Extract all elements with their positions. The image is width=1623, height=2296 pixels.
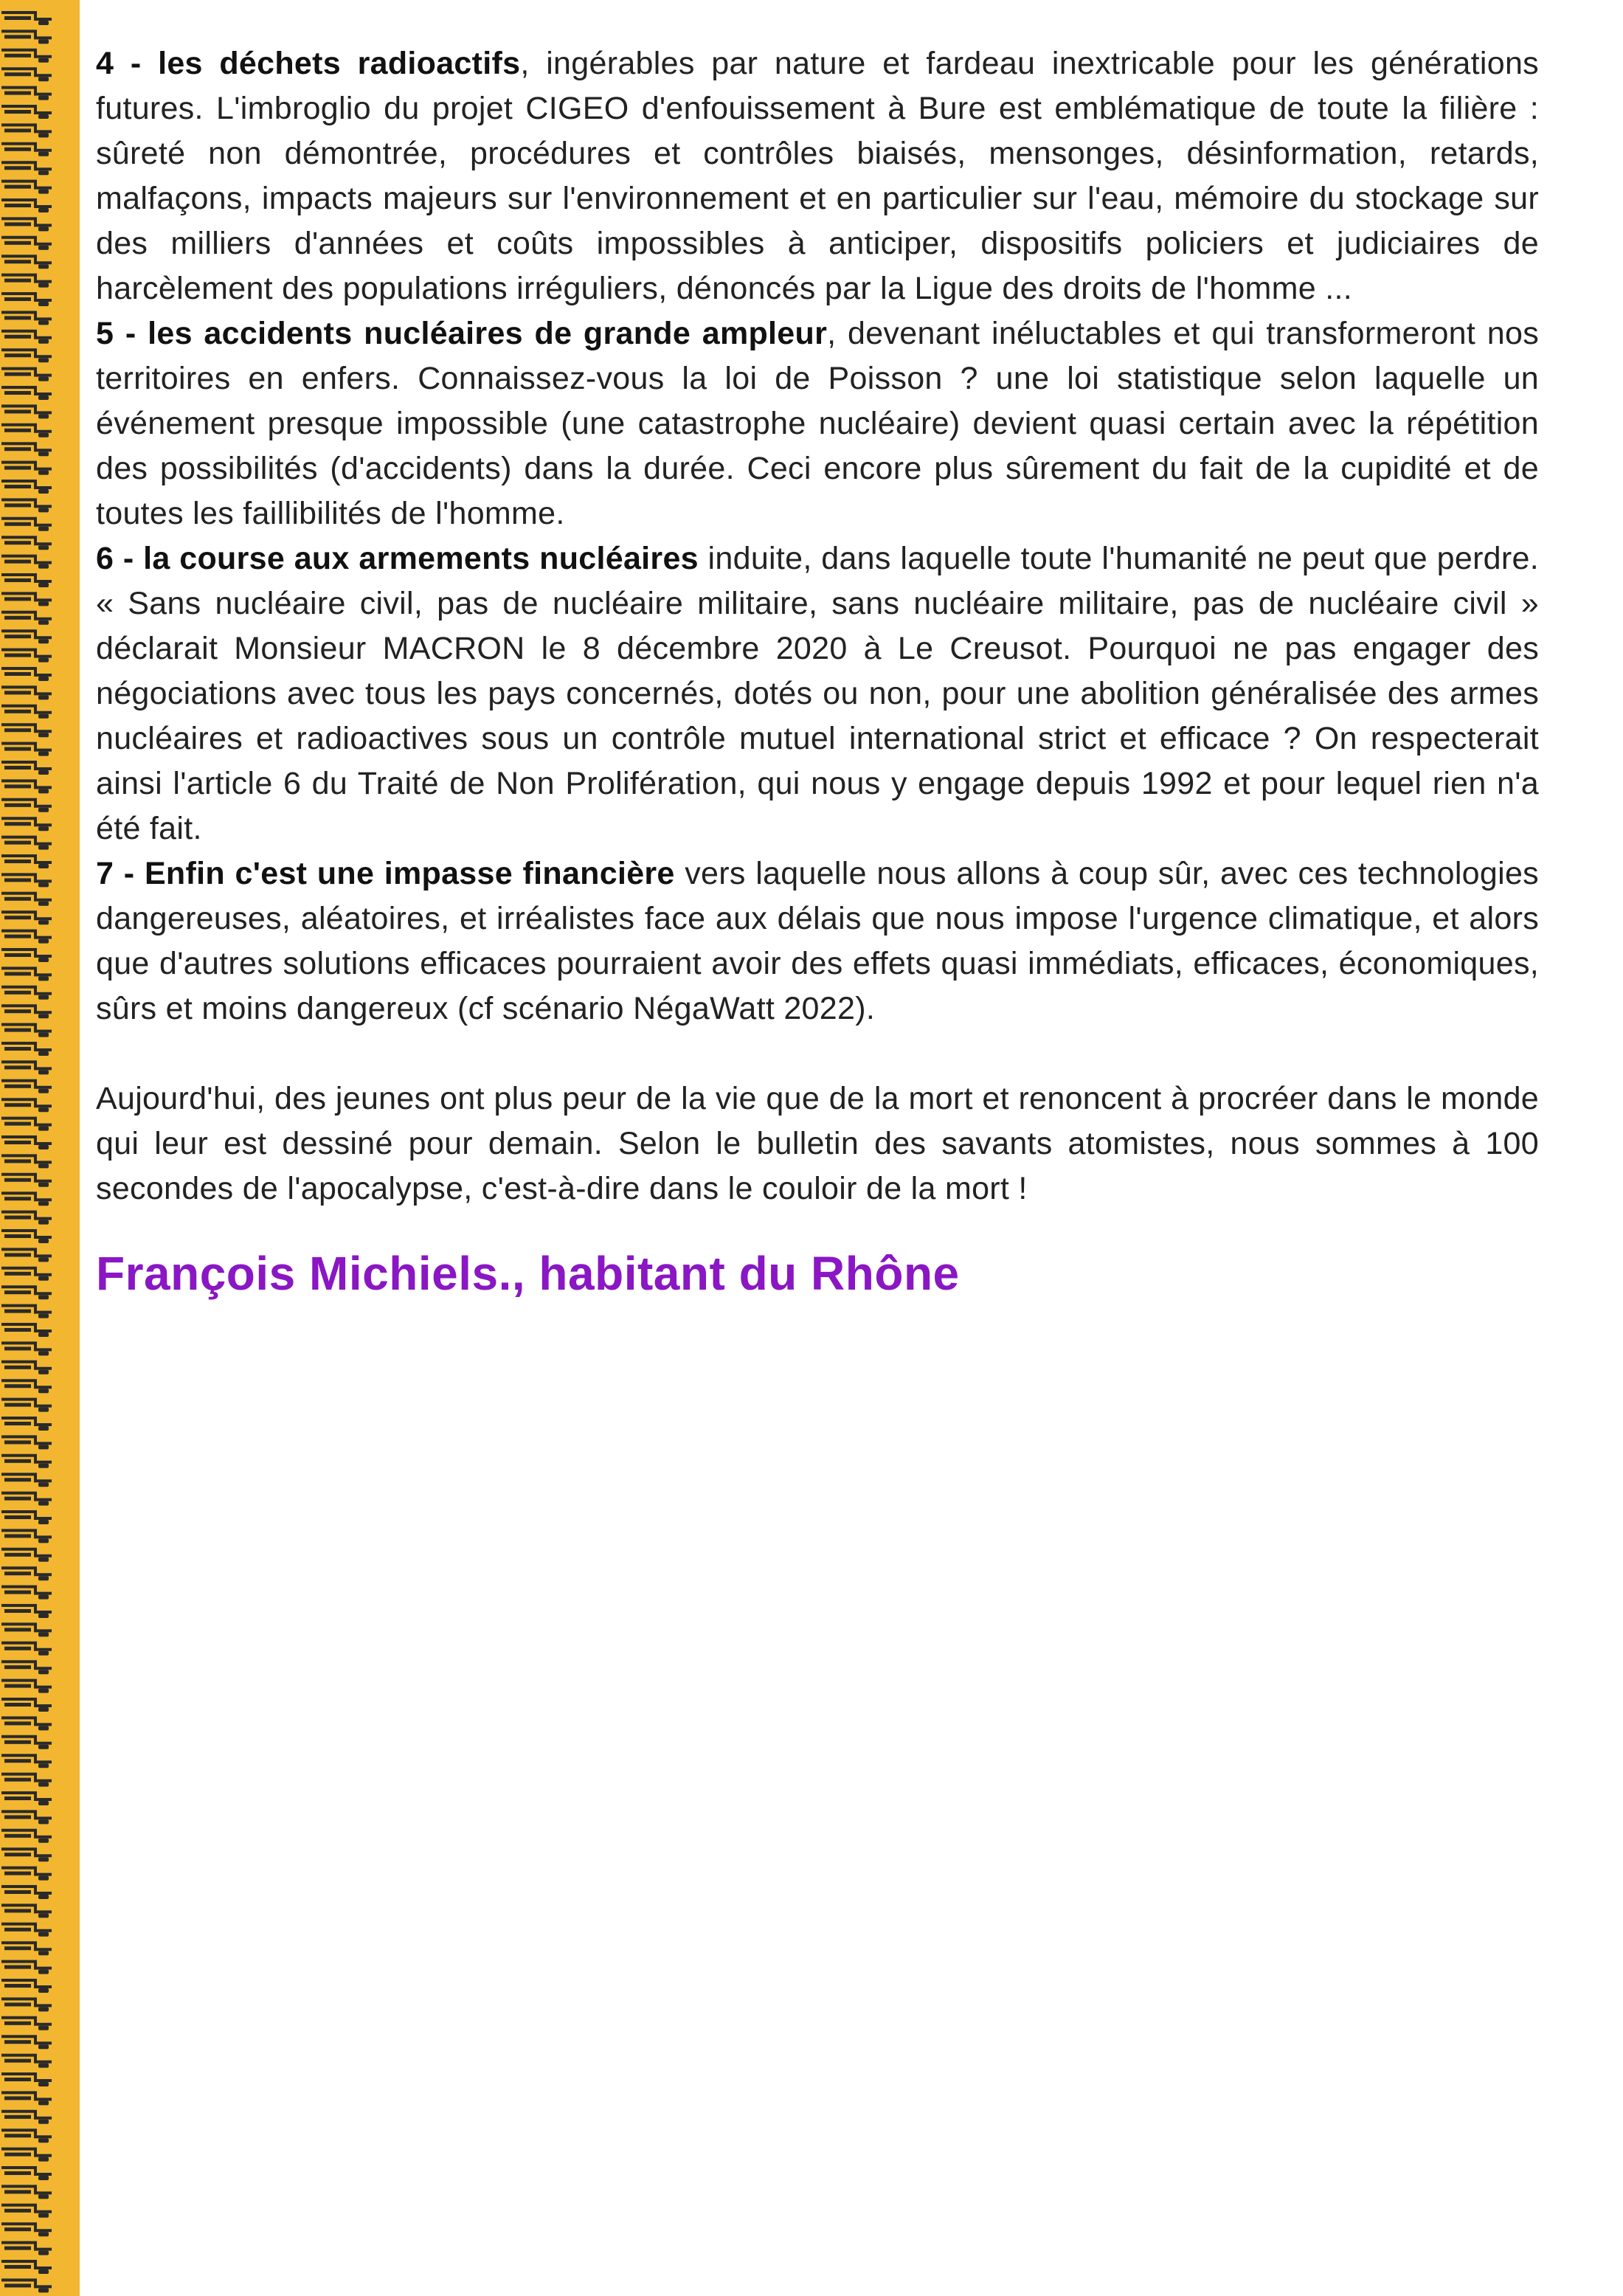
binding-ring [1, 1924, 52, 1937]
binding-ring [1, 88, 52, 100]
binding-ring [1, 631, 52, 643]
binding-ring [1, 1380, 52, 1393]
binding-ring [1, 1811, 52, 1824]
binding-ring [1, 331, 52, 344]
binding-ring [1, 1681, 52, 1693]
binding-ring [1, 13, 52, 25]
binding-ring [1, 200, 52, 212]
binding-ring [1, 837, 52, 850]
binding-ring [1, 312, 52, 325]
binding-ring [1, 519, 52, 531]
binding-ring [1, 31, 52, 44]
point-7-body: vers laquelle nous allons à coup sûr, avec ces technologies dangereuses, aléatoires, et irréalistes face aux délais que nous impose l'urgence climatique, et alors que d'autres solutions efficaces pourraient avoir des effets quasi immédiats, efficaces, économiques, sûrs et moins dangereux (cf scénario NégaWatt 2022). [96, 856, 1539, 1026]
binding-ring [1, 499, 52, 512]
binding-ring [1, 1193, 52, 1206]
binding-ring [1, 1493, 52, 1506]
binding-ring [1, 218, 52, 231]
binding-ring [1, 762, 52, 775]
point-4 [96, 41, 1539, 311]
point-6-heading: 6 - la course aux armements nucléaires [96, 541, 699, 576]
binding-ring [1, 1830, 52, 1843]
binding-ring [1, 1793, 52, 1805]
binding-ring [1, 1118, 52, 1131]
binding-ring [1, 1587, 52, 1600]
point-7 [96, 851, 1539, 1031]
binding-ring [1, 1530, 52, 1543]
binding-ring [1, 668, 52, 681]
binding-ring [1, 425, 52, 438]
binding-ring [1, 1662, 52, 1674]
binding-ring [1, 1231, 52, 1243]
binding-ring [1, 1006, 52, 1018]
binding-ring [1, 1081, 52, 1093]
binding-ring [1, 1400, 52, 1412]
binding-ring [1, 2186, 52, 2199]
binding-ring [1, 1268, 52, 1281]
binding-ring [1, 987, 52, 1000]
binding-ring [1, 1474, 52, 1487]
binding-ring [1, 1062, 52, 1074]
binding-ring [1, 2149, 52, 2162]
binding-ring [1, 856, 52, 868]
binding-ring [1, 387, 52, 400]
binding-ring [1, 463, 52, 475]
binding-ring [1, 125, 52, 137]
binding-ring [1, 818, 52, 831]
binding-ring [1, 800, 52, 812]
binding-ring [1, 1043, 52, 1056]
binding-ring [1, 537, 52, 550]
binding-ring [1, 1905, 52, 1918]
spiral-binding [0, 0, 80, 2296]
binding-ring [1, 556, 52, 569]
binding-ring [1, 931, 52, 944]
binding-ring [1, 1980, 52, 1993]
spiral-binding-rings-icon [0, 0, 80, 2296]
binding-ring [1, 350, 52, 362]
binding-ring [1, 294, 52, 306]
point-5-heading: 5 - les accidents nucléaires de grande ampleur [96, 316, 828, 351]
binding-ring [1, 1549, 52, 1562]
binding-ring [1, 106, 52, 119]
binding-ring [1, 2280, 52, 2292]
binding-ring [1, 968, 52, 981]
binding-ring [1, 443, 52, 456]
binding-ring [1, 1755, 52, 1768]
binding-ring [1, 238, 52, 250]
binding-ring [1, 2074, 52, 2086]
closing-paragraph: Aujourd'hui, des jeunes ont plus peur de la vie que de la mort et renoncent à procréer dans le monde qui leur est dessiné pour demain. Selon le bulletin des savants atomistes, nous sommes à 100 secondes de l'apocalypse, c'est-à-dire dans le couloir de la mort ! [96, 1081, 1539, 1206]
binding-ring [1, 575, 52, 587]
binding-ring [1, 1137, 52, 1149]
binding-ring [1, 181, 52, 194]
binding-ring [1, 144, 52, 156]
point-5 [96, 311, 1539, 536]
binding-ring [1, 69, 52, 81]
binding-ring [1, 650, 52, 663]
binding-ring [1, 1868, 52, 1881]
binding-ring [1, 1737, 52, 1749]
binding-ring [1, 1999, 52, 2011]
binding-ring [1, 275, 52, 288]
binding-ring [1, 2130, 52, 2143]
binding-ring [1, 2261, 52, 2274]
point-6-body: induite, dans laquelle toute l'humanité ne peut que perdre. « Sans nucléaire civil, pas de nucléaire militaire, sans nucléaire militaire, pas de nucléaire civil » déclarait Monsieur MACRON le 8 décembre 2020 à Le Creusot. Pourquoi ne pas engager des négociations avec tous les pays concernés, dotés ou non, pour une abolition généralisée des armes nucléaires et radioactives sous un contrôle mutuel international strict et efficace ? On respecterait ainsi l'article 6 du Traité de Non Prolifération, qui nous y engage depuis 1992 et pour lequel rien n'a été fait. [96, 541, 1539, 846]
binding-ring [1, 2243, 52, 2255]
binding-ring [1, 687, 52, 699]
paragraph-gap [96, 1031, 1539, 1076]
binding-ring [1, 612, 52, 625]
point-4-body: , ingérables par nature et fardeau inextricable pour les générations futures. L'imbroglio du projet CIGEO d'enfouissement à Bure est emblématique de toute la filière : sûreté non démontrée, procédures et contrôles biaisés, mensonges, désinformation, retards, malfaçons, impacts majeurs sur l'environnement et en particulier sur l'eau, mémoire du stockage sur des milliers d'années et coûts impossibles à anticiper, dispositifs policiers et judiciaires de harcèlement des populations irréguliers, dénoncés par la Ligue des droits de l'homme ... [96, 46, 1539, 306]
binding-ring [1, 1962, 52, 1974]
binding-ring [1, 2224, 52, 2236]
binding-ring [1, 369, 52, 381]
binding-ring [1, 1943, 52, 1955]
binding-ring [1, 744, 52, 756]
point-5-body: , devenant inéluctables et qui transformeront nos territoires en enfers. Connaissez-vous la loi de Poisson ? une loi statistique selon laquelle un événement presque impossible (une catastrophe nucléaire) devient quasi certain avec la répétition des possibilités (d'accidents) dans la durée. Ceci encore plus sûrement du fait de la cupidité et de toutes les faillibilités de l'homme. [96, 316, 1539, 531]
binding-ring [1, 1175, 52, 1187]
binding-ring [1, 1099, 52, 1112]
point-6 [96, 536, 1539, 851]
binding-ring [1, 406, 52, 418]
binding-ring [1, 481, 52, 494]
binding-ring [1, 2168, 52, 2180]
binding-ring [1, 1887, 52, 1899]
binding-ring [1, 1025, 52, 1037]
binding-ring [1, 2205, 52, 2218]
binding-ring [1, 912, 52, 924]
binding-ring [1, 1212, 52, 1225]
binding-ring [1, 2112, 52, 2124]
binding-ring [1, 256, 52, 269]
binding-ring [1, 593, 52, 606]
binding-ring [1, 950, 52, 962]
binding-ring [1, 1605, 52, 1618]
binding-ring [1, 1436, 52, 1449]
signature: François Michiels., habitant du Rhône [96, 1247, 960, 1300]
binding-ring [1, 162, 52, 175]
binding-ring [1, 1624, 52, 1636]
point-7-heading: 7 - Enfin c'est une impasse financière [96, 856, 675, 891]
binding-ring [1, 1287, 52, 1299]
binding-ring [1, 893, 52, 906]
binding-ring [1, 1718, 52, 1730]
point-4-heading: 4 - les déchets radioactifs [96, 46, 521, 81]
binding-ring [1, 50, 52, 63]
binding-ring [1, 1418, 52, 1431]
binding-ring [1, 1249, 52, 1262]
binding-ring [1, 1155, 52, 1168]
binding-ring [1, 2055, 52, 2068]
binding-ring [1, 1306, 52, 1318]
binding-ring [1, 1362, 52, 1375]
binding-ring [1, 706, 52, 719]
binding-ring [1, 1568, 52, 1580]
binding-ring [1, 2092, 52, 2105]
binding-ring [1, 1774, 52, 1787]
binding-ring [1, 1699, 52, 1712]
binding-ring [1, 1324, 52, 1337]
binding-ring [1, 874, 52, 887]
binding-ring [1, 1343, 52, 1355]
binding-ring [1, 781, 52, 793]
binding-ring [1, 2018, 52, 2030]
binding-ring [1, 1512, 52, 1524]
binding-ring [1, 725, 52, 737]
document-page [96, 41, 1539, 1303]
binding-ring [1, 1456, 52, 1468]
binding-ring [1, 1849, 52, 1861]
binding-ring [1, 2036, 52, 2049]
binding-ring [1, 1643, 52, 1656]
